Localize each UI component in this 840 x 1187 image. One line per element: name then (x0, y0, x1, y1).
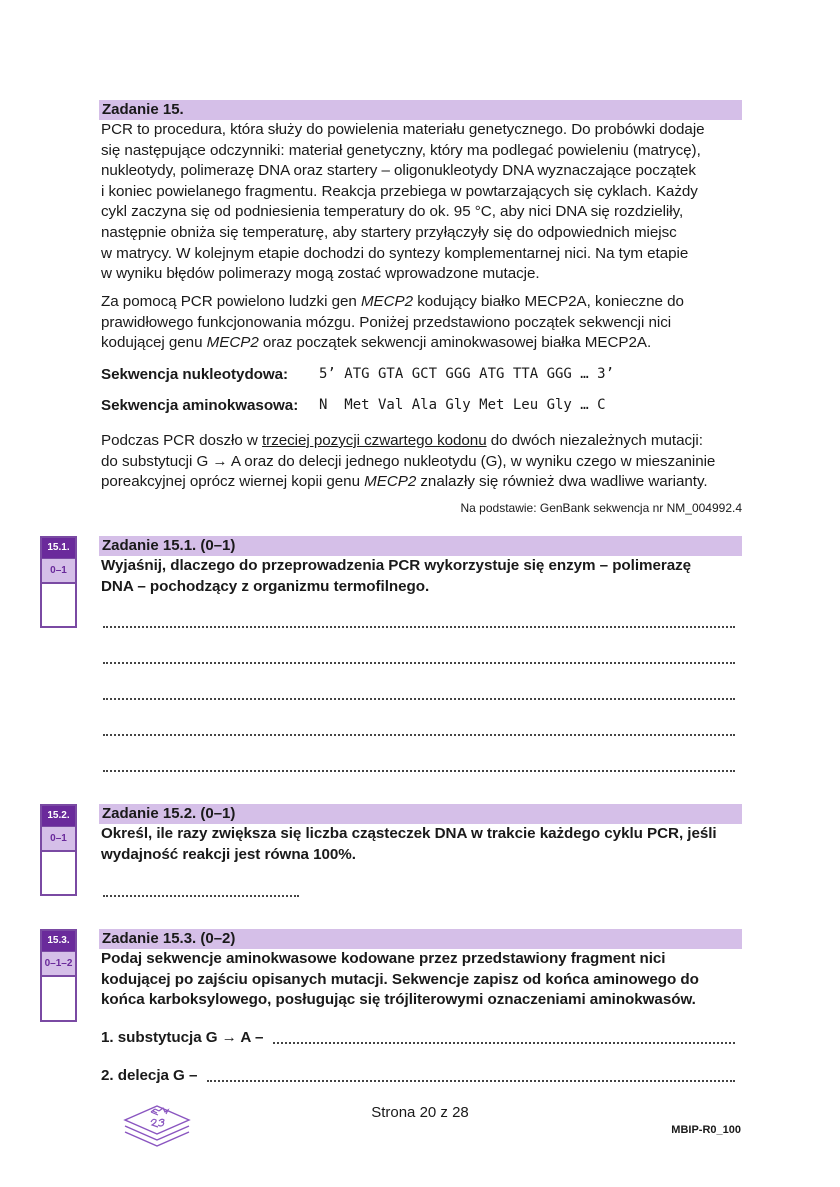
score-box-15-1 (40, 536, 77, 628)
subtask-points: 0–1 (42, 826, 75, 852)
exam-code: MBIP-R0_100 (671, 1124, 741, 1136)
subtask-15-3-header (99, 929, 742, 949)
subtask-title: Zadanie 15.2. (0–1) (102, 805, 236, 822)
para2-line: kodującej genu MECP2 oraz początek sekwencji aminokwasowej białka MECP2A. (101, 334, 652, 352)
answer-line[interactable] (103, 626, 735, 628)
score-box-15-2 (40, 804, 77, 896)
intro-line: cykl zaczyna się od podniesienia temperatury do ok. 95 °C, aby nici DNA się rozdzieliły, (101, 203, 684, 221)
task-15-title: Zadanie 15. (102, 101, 184, 118)
intro-line: w matrycy. W kolejnym etapie dochodzi do syntezy komplementarnej nici. Na tym etapie (101, 244, 689, 262)
nucleotide-sequence-label: Sekwencja nukleotydowa: (101, 366, 289, 383)
subtask-number: 15.2. (42, 806, 75, 826)
amino-acid-sequence-label: Sekwencja aminokwasowa: (101, 397, 299, 414)
nucleotide-sequence-value: 5’ ATG GTA GCT GGG ATG TTA GGG … 3’ (319, 366, 615, 382)
intro-line: PCR to procedura, która służy do powielenia materiału genetycznego. Do probówki dodaje (101, 121, 705, 138)
task-15-header (99, 100, 742, 120)
intro-line: nukleotydy, polimerazę DNA oraz startery – oligonukleotydy DNA wyznaczające początek (101, 162, 696, 180)
gene-name: MECP2 (360, 293, 414, 310)
answer-line[interactable] (103, 662, 735, 664)
subtask-15-3-question: Podaj sekwencje aminokwasowe kodowane przez przedstawiony fragment nici kodującej po zajściu opisanych mutacji. Sekwencje zapisz od końca aminowego do końca karboksylowego, posługując się trójliterowymi oznaczeniami aminokwasów. (101, 950, 699, 1009)
subtask-15-1-question: Wyjaśnij, dlaczego do przeprowadzenia PCR wykorzystuje się enzym – polimerazę DNA – pochodzący z organizmu termofilnego. (101, 557, 692, 595)
subtask-number: 15.3. (42, 931, 75, 951)
subtask-number: 15.1. (42, 538, 75, 558)
para2-line: prawidłowego funkcjonowania mózgu. Poniżej przedstawiono początek sekwencji nici (101, 313, 672, 331)
para3-line: poreakcyjnej oprócz wiernej kopii genu MECP2 znalazły się również dwa wadliwe warianty. (101, 473, 708, 491)
answer-line[interactable] (103, 734, 735, 736)
subtask-points: 0–1 (42, 558, 75, 584)
gene-name: MECP2 (364, 473, 417, 491)
page-number: Strona 20 z 28 (371, 1104, 469, 1121)
subtask-title: Zadanie 15.1. (0–1) (102, 537, 236, 554)
task-paragraph-3 (101, 431, 751, 493)
answer-line[interactable] (207, 1080, 735, 1082)
underlined-phrase: trzeciej pozycji czwartego kodonu (262, 432, 487, 449)
para2-line: Za pomocą PCR powielono ludzki gen MECP2 kodujący białko MECP2A, konieczne do (101, 293, 684, 310)
amino-acid-sequence-row (101, 395, 746, 417)
task-intro (101, 120, 746, 285)
para3-line: Podczas PCR doszło w trzeciej pozycji czwartego kodonu do dwóch niezależnych mutacji: (101, 432, 703, 449)
answer-line[interactable] (103, 698, 735, 700)
source-note: Na podstawie: GenBank sekwencja nr NM_004992.4 (460, 501, 742, 515)
subtask-15-2-question: Określ, ile razy zwiększa się liczba cząsteczek DNA w trakcie każdego cyklu PCR, jeśli wydajność reakcji jest równa 100%. (101, 825, 717, 863)
subtask-15-2-header (99, 804, 742, 824)
intro-line: w wyniku błędów polimerazy mogą zostać wprowadzone mutacje. (101, 265, 540, 283)
intro-line: się następujące odczynniki: materiał genetyczny, który ma podlegać powieleniu (matrycę), (101, 141, 701, 159)
para3-line: do substytucji G → A oraz do delecji jednego nukleotydu (G), w wyniku czego w mieszaninie (101, 452, 716, 470)
amino-acid-sequence-value: N Met Val Ala Gly Met Leu Gly … C (319, 397, 606, 413)
answer-line[interactable] (103, 770, 735, 772)
answer-line[interactable] (103, 895, 299, 897)
gene-name: MECP2 (206, 334, 259, 352)
subtask-title: Zadanie 15.3. (0–2) (102, 930, 236, 947)
intro-line: następnie obniża się temperaturę, aby startery przyłączyły się do odpowiednich miejsc (101, 223, 677, 241)
subtask-15-1-header (99, 536, 742, 556)
subtask-points: 0–1–2 (42, 951, 75, 977)
answer-row-deletion (101, 1066, 741, 1088)
score-box-15-3 (40, 929, 77, 1022)
intro-line: i koniec powielanego fragmentu. Reakcja przebiega w powtarzających się cyklach. Każdy (101, 182, 698, 200)
answer-label: 1. substytucja G → A – (101, 1029, 264, 1046)
answer-label: 2. delecja G – (101, 1067, 198, 1084)
task-paragraph-2 (101, 292, 746, 354)
answer-line[interactable] (273, 1042, 735, 1044)
answer-row-substitution (101, 1028, 741, 1050)
nucleotide-sequence-row (101, 364, 746, 386)
